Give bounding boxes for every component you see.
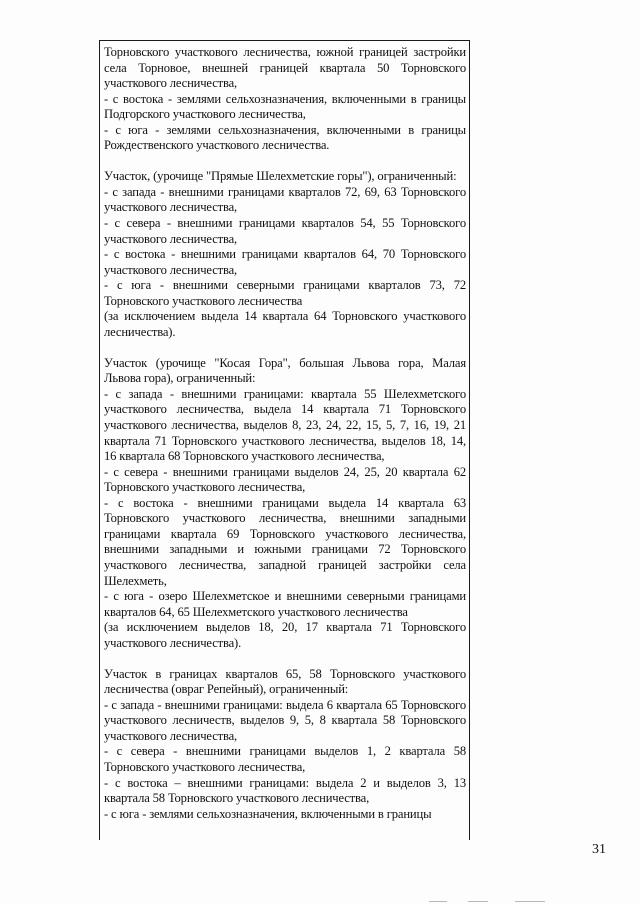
paragraph: - с востока - землями сельхозназначения, включенными в границы Подгорского участкового лесничества, bbox=[104, 91, 466, 122]
section-heading: Участок (урочище "Косая Гора", большая Львова гора, Малая Львова гора), ограниченный: bbox=[104, 355, 466, 386]
paragraph: - с юга - внешними северными границами кварталов 73, 72 Торновского участкового лесничества bbox=[104, 278, 466, 308]
paragraph: - с севера - внешними границами выделов 24, 25, 20 квартала 62 Торновского участкового лесничества, bbox=[104, 464, 466, 495]
scan-artifact bbox=[468, 901, 488, 902]
section-heading: Участок в границах кварталов 65, 58 Торновского участкового лесничества (овраг Репейный), ограниченный: bbox=[104, 666, 466, 697]
paragraph-gap bbox=[104, 154, 466, 170]
paragraph: - с востока - внешними границами кварталов 64, 70 Торновского участкового лесничества, bbox=[104, 247, 466, 277]
paragraph: - с севера - внешними границами выделов 1, 2 квартала 58 Торновского участкового лесничества, bbox=[104, 744, 466, 775]
section-heading: Участок, (урочище "Прямые Шелехметские горы"), ограниченный: bbox=[104, 169, 457, 184]
paragraph-gap bbox=[104, 340, 466, 356]
paragraph: - с юга - землями сельхозназначения, включенными в границы Рождественского участкового лесничества. bbox=[104, 122, 466, 153]
paragraph: Торновского участкового лесничества, южной границей застройки села Торновое, внешней границей квартала 50 Торновского участкового лесничества, bbox=[104, 45, 466, 91]
paragraph: - с юга - землями сельхозназначения, включенными в границы bbox=[104, 806, 432, 821]
paragraph: - с востока – внешними границами: выдела 2 и выделов 3, 13 квартала 58 Торновского участкового лесничества, bbox=[104, 775, 466, 806]
document-body bbox=[104, 45, 466, 822]
paragraph: - с севера - внешними границами кварталов 54, 55 Торновского участкового лесничества, bbox=[104, 215, 466, 246]
scan-artifact bbox=[429, 901, 447, 902]
paragraph: - с юга - озеро Шелехметское и внешними северными границами кварталов 64, 65 Шелехметского участкового лесничества bbox=[104, 589, 466, 619]
paragraph: (за исключением выделов 18, 20, 17 квартала 71 Торновского участкового лесничества). bbox=[104, 620, 466, 650]
scan-artifact bbox=[515, 901, 545, 902]
paragraph: (за исключением выдела 14 квартала 64 Торновского участкового лесничества). bbox=[104, 309, 466, 339]
paragraph: - с запада - внешними границами: квартала 55 Шелехметского участкового лесничества, выдела 14 квартала 71 Торновского участкового лесничества, выделов 8, 23, 24, 22, 15, 5, 7, 16, 19, 21 квартала 71 Торновского участкового лесничества, выделов 18, 14, 16 квартала 68 Торновского участкового лесничества, bbox=[104, 386, 466, 464]
paragraph: - с запада - внешними границами кварталов 72, 69, 63 Торновского участкового лесничества, bbox=[104, 184, 466, 215]
paragraph: - с востока - внешними границами выдела 14 квартала 63 Торновского участкового лесничества, внешними западными границами квартала 69 Торновского участкового лесничества, внешними западными и южными границами 72 Торновского участкового лесничества, западной границей застройки села Шелехметь, bbox=[104, 495, 466, 588]
paragraph: - с запада - внешними границами: выдела 6 квартала 65 Торновского участкового лесничеств, выделов 9, 5, 8 квартала 58 Торновского участкового лесничества, bbox=[104, 697, 466, 743]
page-number: 31 bbox=[592, 842, 606, 857]
paragraph-gap bbox=[104, 651, 466, 667]
